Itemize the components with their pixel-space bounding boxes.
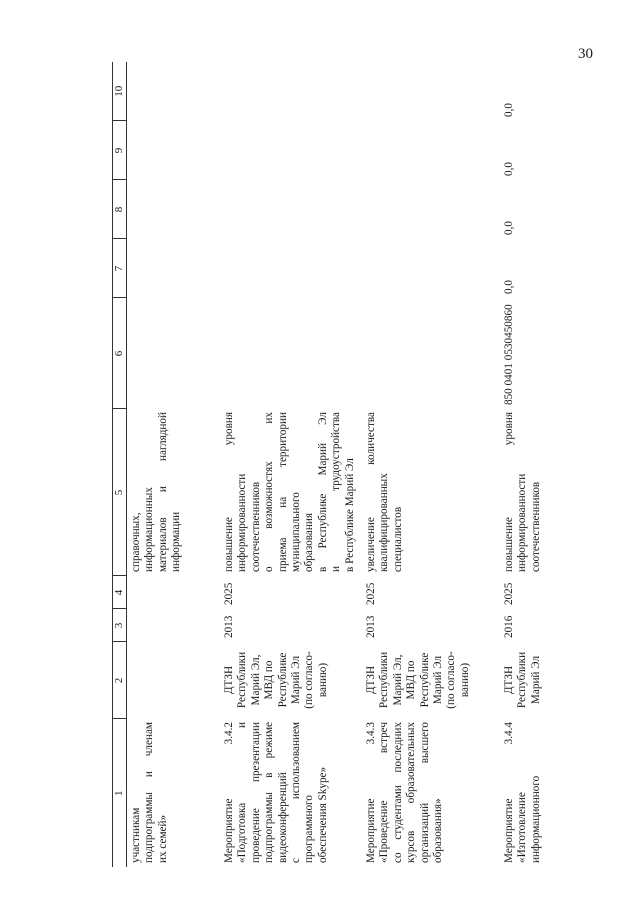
cell-line: образования» (432, 798, 445, 863)
cell-line: Республике (276, 652, 289, 708)
cell-line: Марий Эл (529, 655, 542, 705)
cell-line: Марий Эл (290, 655, 303, 705)
cell-line: образования (303, 512, 316, 572)
column-header: 5 (113, 409, 127, 576)
table-cell-col-3 (220, 609, 362, 642)
cell-line: Мероприятие 3.4.2 (223, 722, 235, 863)
table-cell-col-2 (500, 642, 625, 719)
cell-line: МВД по (263, 660, 276, 700)
table-cell-col-7 (220, 239, 362, 298)
column-header: 10 (113, 62, 127, 121)
table-cell-col-8 (362, 180, 500, 239)
cell-line: Марий Эл, (249, 654, 262, 706)
cell-line: организаций высшего (418, 722, 431, 863)
table-cell-col-9 (220, 121, 362, 180)
table-cell-col-5 (127, 409, 221, 576)
cell-line: и трудоустройства (330, 412, 343, 572)
table-cell-col-2 (220, 642, 362, 719)
cell-line: Республики (516, 651, 529, 709)
column-header: 1 (113, 719, 127, 867)
table-cell-col-2 (127, 642, 221, 719)
cell-value: 2025 (503, 582, 515, 605)
cell-value: 2016 (503, 615, 515, 638)
table-cell-col-7 (500, 239, 625, 298)
cell-line: квалифицированных (378, 473, 391, 572)
table-cell-col-3 (127, 609, 221, 642)
cell-line: материалов и наглядной (156, 412, 169, 572)
cell-line: увеличение количества (365, 412, 377, 572)
table-cell-col-4 (220, 576, 362, 609)
cell-line: справочных, (130, 512, 142, 572)
cell-line: обеспечения Skype» (316, 766, 329, 863)
cell-line: в Республике Марий Эл (316, 412, 329, 572)
column-header: 7 (113, 239, 127, 298)
cell-value: 2013 (365, 615, 377, 638)
cell-line: ДТЗН (365, 665, 377, 695)
column-header: 3 (113, 609, 127, 642)
table-cell-col-5 (362, 409, 500, 576)
cell-line: «Изготовление (516, 792, 529, 863)
table-cell-col-10 (220, 62, 362, 121)
cell-line: со студентами последних (391, 722, 404, 863)
cell-line: (по согласо- (303, 651, 316, 709)
cell-line: Республики (378, 651, 391, 709)
cell-value: 2025 (223, 582, 235, 605)
cell-line: Мероприятие 3.4.3 (365, 722, 377, 863)
cell-line: проведение презентации (249, 722, 262, 863)
cell-line: курсов образовательных (405, 722, 418, 863)
cell-line: информационных (143, 487, 156, 572)
page-number: 30 (578, 46, 593, 62)
table-row (362, 62, 500, 867)
cell-line: «Подготовка и (236, 722, 249, 863)
table-cell-col-4 (127, 576, 221, 609)
cell-line: повышение уровня (503, 412, 515, 572)
cell-line: их семей» (156, 814, 169, 863)
table-cell-col-7 (362, 239, 500, 298)
program-table (112, 62, 625, 867)
table-cell-col-8 (500, 180, 625, 239)
cell-line: Мероприятие 3.4.4 (503, 722, 515, 863)
cell-line: участникам (130, 807, 142, 863)
cell-line: подпрограммы в режиме (263, 722, 276, 863)
table-cell-col-6 (220, 298, 362, 409)
cell-line: информации (170, 511, 183, 572)
cell-value: 2025 (365, 582, 377, 605)
table-cell-col-6 (500, 298, 625, 409)
column-header: 9 (113, 121, 127, 180)
table-cell-col-8 (127, 180, 221, 239)
table-row (127, 62, 221, 867)
table-cell-col-3 (500, 609, 625, 642)
cell-value: 0,0 (503, 280, 515, 294)
cell-line: Марий Эл, (391, 654, 404, 706)
table-cell-col-6 (127, 298, 221, 409)
cell-line: ДТЗН (223, 665, 235, 695)
table-cell-col-5 (220, 409, 362, 576)
cell-line: (по согласо- (445, 651, 458, 709)
cell-line: Республике (418, 652, 431, 708)
cell-line: о возможностях их (263, 412, 276, 572)
cell-line: Республики (236, 651, 249, 709)
cell-line: «Проведение встреч (378, 722, 391, 863)
cell-line: ДТЗН (503, 665, 515, 695)
table-cell-col-2 (362, 642, 500, 719)
cell-line: подпрограммы и членам (143, 722, 156, 863)
cell-line: ванию) (458, 662, 471, 698)
table-cell-col-7 (127, 239, 221, 298)
table-cell-col-9 (127, 121, 221, 180)
table-row (500, 62, 625, 867)
table-cell-col-1 (127, 719, 221, 867)
column-header: 6 (113, 298, 127, 409)
table-cell-col-9 (362, 121, 500, 180)
column-header: 2 (113, 642, 127, 719)
cell-line: приема на территории (276, 412, 289, 572)
table-cell-col-8 (220, 180, 362, 239)
cell-line: информированности (516, 473, 529, 572)
cell-value: 0,0 (503, 162, 515, 176)
cell-line: МВД по (405, 660, 418, 700)
cell-line: в Республике Марий Эл (343, 458, 356, 572)
table-cell-col-4 (500, 576, 625, 609)
table-cell-col-4 (362, 576, 500, 609)
table-cell-col-10 (500, 62, 625, 121)
cell-line: информированности (236, 473, 249, 572)
cell-line: ванию) (316, 662, 329, 698)
column-header-row (113, 62, 127, 867)
cell-value: 2013 (223, 615, 235, 638)
cell-line: специалистов (391, 506, 404, 572)
cell-value: 850 0401 0530450860 (503, 304, 515, 405)
table-cell-col-5 (500, 409, 625, 576)
cell-line: соотечественников (529, 481, 542, 572)
cell-line: муниципального (290, 492, 303, 572)
cell-line: повышение уровня (223, 412, 235, 572)
cell-line: информационного (529, 775, 542, 863)
cell-value: 0,0 (503, 103, 515, 117)
cell-line: видеоконференций (276, 772, 289, 863)
cell-line: программного (303, 795, 316, 863)
cell-value: 0,0 (503, 221, 515, 235)
table-cell-col-10 (362, 62, 500, 121)
table-cell-col-6 (362, 298, 500, 409)
cell-line: соотечественников (249, 481, 262, 572)
table-cell-col-1 (362, 719, 500, 867)
cell-line: с использованием (290, 722, 303, 863)
table-cell-col-1 (500, 719, 625, 867)
table-row (220, 62, 362, 867)
table-cell-col-3 (362, 609, 500, 642)
table-cell-col-9 (500, 121, 625, 180)
column-header: 4 (113, 576, 127, 609)
cell-line: Марий Эл (432, 655, 445, 705)
column-header: 8 (113, 180, 127, 239)
table-cell-col-10 (127, 62, 221, 121)
table-cell-col-1 (220, 719, 362, 867)
